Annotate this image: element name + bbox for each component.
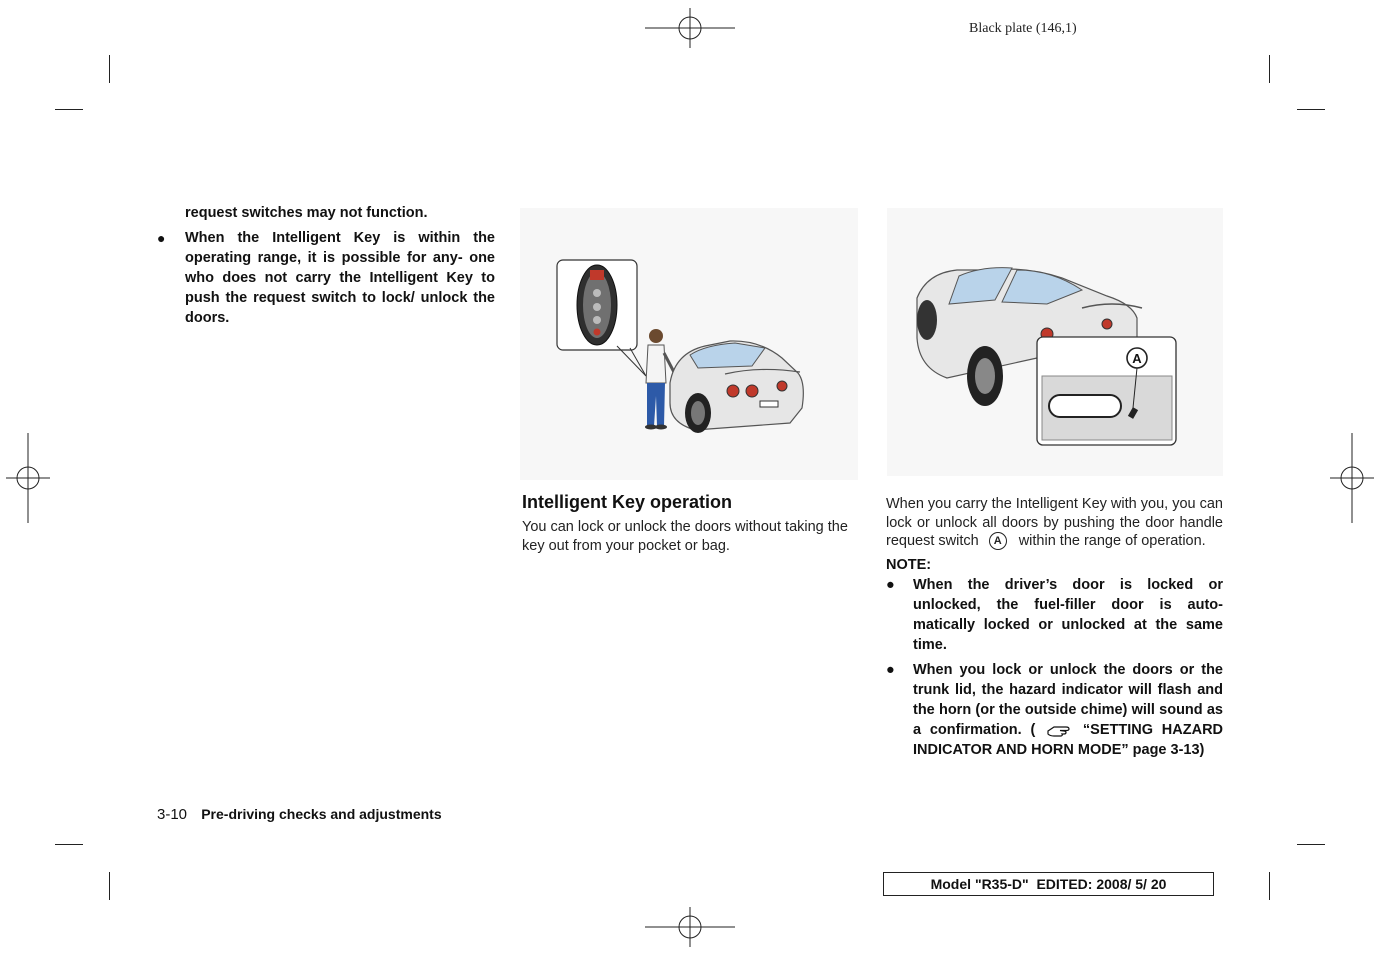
car-door-handle-illustration xyxy=(887,208,1223,476)
note-item xyxy=(886,660,1224,760)
pointing-hand-icon xyxy=(1046,722,1072,738)
plate-label: Black plate (146,1) xyxy=(969,21,1077,36)
figure-door-handle-switch xyxy=(887,208,1223,476)
left-column xyxy=(157,203,495,333)
paragraph-end: within the range of operation. xyxy=(1018,533,1206,549)
bullet-icon: ● xyxy=(157,230,166,246)
bullet-icon: ● xyxy=(886,662,895,678)
note-text: When the driver’s door is locked or unlocked, the fuel-filler door is auto- matically locked or unlocked at the same time. xyxy=(913,577,1223,653)
section-heading: Intelligent Key operation xyxy=(522,492,733,512)
bullet-icon: ● xyxy=(886,577,895,593)
car-with-person-illustration xyxy=(520,208,858,480)
left-bullet xyxy=(157,228,495,328)
crop-mark-top-left-h xyxy=(55,109,83,110)
cross-reference: “SETTING HAZARD INDICATOR AND HORN MODE” page 3-13) xyxy=(913,722,1224,758)
intro-paragraph: You can lock or unlock the doors without taking the key out from your pocket or bag. xyxy=(522,519,848,554)
note-item xyxy=(886,575,1223,655)
edited-date: EDITED: 2008/ 5/ 20 xyxy=(1036,876,1167,892)
note-title: NOTE: xyxy=(886,556,932,573)
page-number: 3-10 xyxy=(157,806,188,823)
registration-target-icon xyxy=(6,433,50,523)
switch-a-marker: A xyxy=(989,532,1007,550)
ref-open: ( xyxy=(1030,722,1036,738)
left-bullet-text: When the Intelligent Key is within the operating range, it is possible for any- one who does not carry the Intelligent Key to push the request switch to lock/ unlock the doors. xyxy=(185,230,495,326)
door-handle-paragraph xyxy=(886,495,1223,551)
crop-mark-top-left-v xyxy=(109,55,110,83)
crop-mark-bottom-right-v xyxy=(1269,872,1270,900)
note-list xyxy=(886,575,1223,760)
crop-mark-bottom-left-v xyxy=(109,872,110,900)
figure-key-operation xyxy=(520,208,858,480)
right-column xyxy=(886,495,1223,765)
section-title: Pre-driving checks and adjustments xyxy=(201,806,442,822)
page-footer xyxy=(157,806,442,823)
crop-mark-top-right-v xyxy=(1269,55,1270,83)
model-name: "R35-D" xyxy=(974,876,1029,892)
callout-label: A xyxy=(1132,351,1142,366)
model-prefix: Model xyxy=(930,876,975,892)
paragraph-start: When you carry the Intelligent Key with you, you can lock or unlock all doors by pushing the door handle request switch xyxy=(886,496,1223,549)
crop-mark-bottom-right-h xyxy=(1297,844,1325,845)
registration-target-icon xyxy=(645,8,735,48)
crop-mark-bottom-left-h xyxy=(55,844,83,845)
crop-mark-top-right-h xyxy=(1297,109,1325,110)
registration-target-icon xyxy=(1330,433,1374,523)
model-edit-box xyxy=(883,872,1214,896)
left-text-line: request switches may not function. xyxy=(185,205,428,221)
registration-target-icon xyxy=(645,907,735,947)
note-text: When you lock or unlock the doors or the trunk lid, the hazard indicator will flash and the horn (or the outside chime) will sound as a confirmation. xyxy=(913,662,1223,738)
